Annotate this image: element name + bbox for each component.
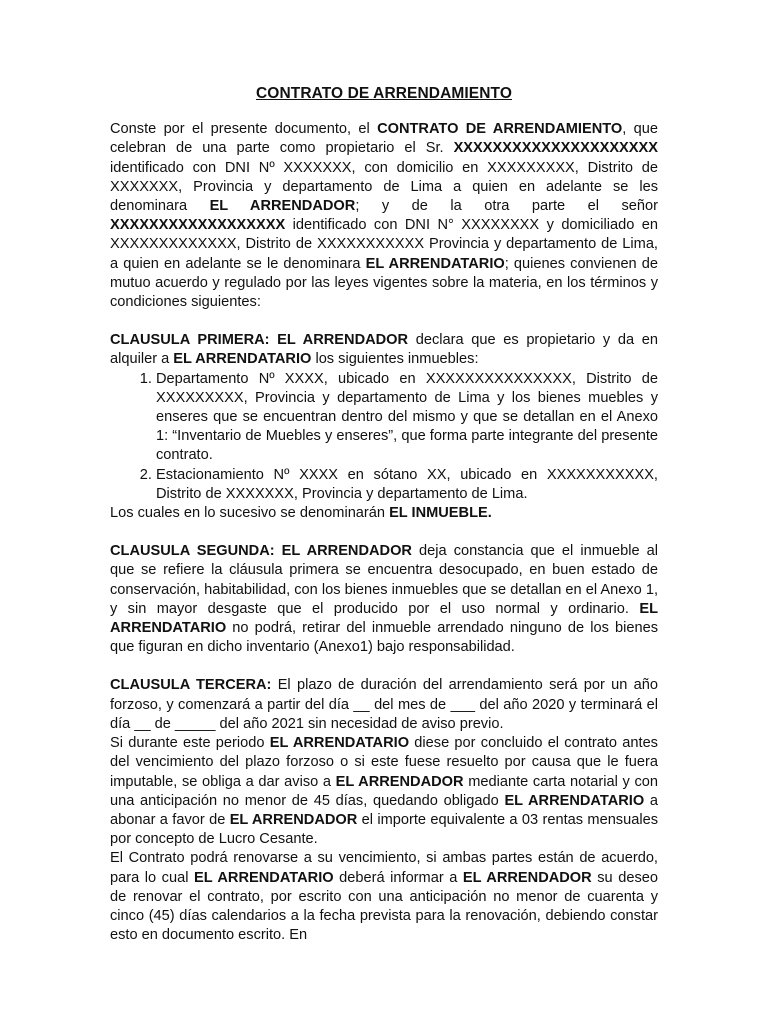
clause-2-text: no podrá, retirar del inmueble arrendado ninguno de los bienes que figuran en dicho inventario (Anexo1) bajo responsabilidad. xyxy=(110,620,658,656)
clause-3-text: Si durante este periodo xyxy=(110,735,270,752)
clause-1-closing xyxy=(110,504,658,523)
clause-3-text: su deseo de renovar el contrato, por escrito con una anticipación no menor de cuarenta y cinco (45) días calendarios a la fecha prevista para la renovación, debiendo constar esto en documento escrito. En xyxy=(110,869,658,944)
clause-3-text: el importe equivalente a 03 rentas mensuales por concepto de Lucro Cesante. xyxy=(110,811,658,848)
intro-bold-contract: CONTRATO DE ARRENDAMIENTO xyxy=(377,121,623,138)
clause-3-bold: EL ARRENDADOR xyxy=(462,869,592,886)
clause-3-text: El plazo de duración del arrendamiento será por un año forzoso, y comenzará a partir del día __ del mes de ___ del año 2020 y terminará el día __ de _____ del año 2021 sin necesidad de aviso previo. xyxy=(110,677,658,732)
intro-bold-owner-name: XXXXXXXXXXXXXXXXXXXXX xyxy=(453,140,658,157)
clause-3-bold: EL ARRENDATARIO xyxy=(194,869,334,886)
list-item: 1. Departamento Nº XXXX, ubicado en XXXXXXXXXXXXXXX, Distrito de XXXXXXXXX, Provincia y departamento de Lima y los bienes muebles y enseres que se encuentran dentro del mismo y que se detallan en el Anexo 1: “Inventario de Muebles y enseres”, que forma parte integrante del presente contrato. xyxy=(156,370,658,466)
intro-paragraph xyxy=(110,120,658,312)
clause-3-text: El Contrato podrá renovarse a su vencimiento, si ambas partes están de acuerdo, para lo cual xyxy=(110,850,658,886)
clause-2-heading: CLAUSULA SEGUNDA: EL ARRENDADOR xyxy=(110,543,412,560)
clause-2-paragraph xyxy=(110,542,658,657)
clause-1-bold-arrendatario: EL ARRENDATARIO xyxy=(173,351,312,368)
clause-3-text: mediante carta notarial y con una anticipación no menor de 45 días, quedando obligado xyxy=(110,773,658,809)
clause-3-text: diese por concluido el contrato antes del vencimiento del plazo forzoso o si este fuese resuelto por causa que le fuera imputable, se obliga a dar aviso a xyxy=(110,735,658,790)
intro-bold-arrendatario: EL ARRENDATARIO xyxy=(365,255,505,272)
clause-3-paragraph-3 xyxy=(110,849,658,945)
clause-1-text: declara que es propietario y da en alquiler a xyxy=(110,332,658,368)
clause-1-heading: CLAUSULA PRIMERA: EL ARRENDADOR xyxy=(110,332,409,349)
clause-1-list xyxy=(110,370,658,504)
intro-text: , que celebran de una parte como propietario el Sr. xyxy=(110,121,658,157)
clause-1-bold-inmueble: EL INMUEBLE. xyxy=(389,505,492,522)
intro-bold-tenant-name: XXXXXXXXXXXXXXXXXX xyxy=(110,217,286,234)
intro-text: identificado con DNI N° XXXXXXXX y domiciliado en XXXXXXXXXXXXX, Distrito de XXXXXXXXXXX Provincia y departamento de Lima, a quien en adelante se le denominara xyxy=(110,217,658,272)
document-title: CONTRATO DE ARRENDAMIENTO xyxy=(256,85,512,102)
intro-text: ; quienes convienen de mutuo acuerdo y regulado por las leyes vigentes sobre la materia, en los términos y condiciones siguientes: xyxy=(110,255,659,311)
intro-text: ; y de la otra parte el señor xyxy=(355,198,659,215)
clause-2-bold-arrendatario: EL ARRENDATARIO xyxy=(110,600,658,637)
intro-bold-arrendador: EL ARRENDADOR xyxy=(209,198,356,215)
clause-3-bold: EL ARRENDADOR xyxy=(335,773,464,790)
document-page xyxy=(110,84,658,945)
intro-text: Conste por el presente documento, el xyxy=(110,121,378,138)
clause-3-text: a abonar a favor de xyxy=(110,792,658,828)
clause-3-paragraph-2 xyxy=(110,734,658,849)
clause-3-bold: EL ARRENDATARIO xyxy=(504,792,645,809)
clause-2-text: deja constancia que el inmueble al que se refiere la cláusula primera se encuentra desocupado, en buen estado de conservación, habitabilidad, con los bienes inmuebles que se detallan en el Anexo 1, y sin mayor desgaste que el producido por el uso normal y ordinario. xyxy=(110,543,658,617)
intro-text: identificado con DNI Nº XXXXXXX, con domicilio en XXXXXXXXX, Distrito de XXXXXXX, Provincia y departamento de Lima a quien en adelante se les denominara xyxy=(110,159,658,215)
clause-3-bold: EL ARRENDADOR xyxy=(229,811,358,828)
clause-1-text: Los cuales en lo sucesivo se denominarán xyxy=(110,505,390,522)
clause-3-text: deberá informar a xyxy=(333,869,463,886)
clause-3-heading: CLAUSULA TERCERA: xyxy=(110,677,272,694)
clause-3-bold: EL ARRENDATARIO xyxy=(269,735,410,752)
paragraph-gap xyxy=(110,523,658,542)
clause-3-paragraph xyxy=(110,676,658,734)
list-item: 2. Estacionamiento Nº XXXX en sótano XX, ubicado en XXXXXXXXXXX, Distrito de XXXXXXX, Provincia y departamento de Lima. xyxy=(156,466,658,504)
clause-1-text: los siguientes inmuebles: xyxy=(311,351,479,368)
clause-1-paragraph xyxy=(110,331,658,369)
paragraph-gap xyxy=(110,657,658,676)
paragraph-gap xyxy=(110,312,658,331)
